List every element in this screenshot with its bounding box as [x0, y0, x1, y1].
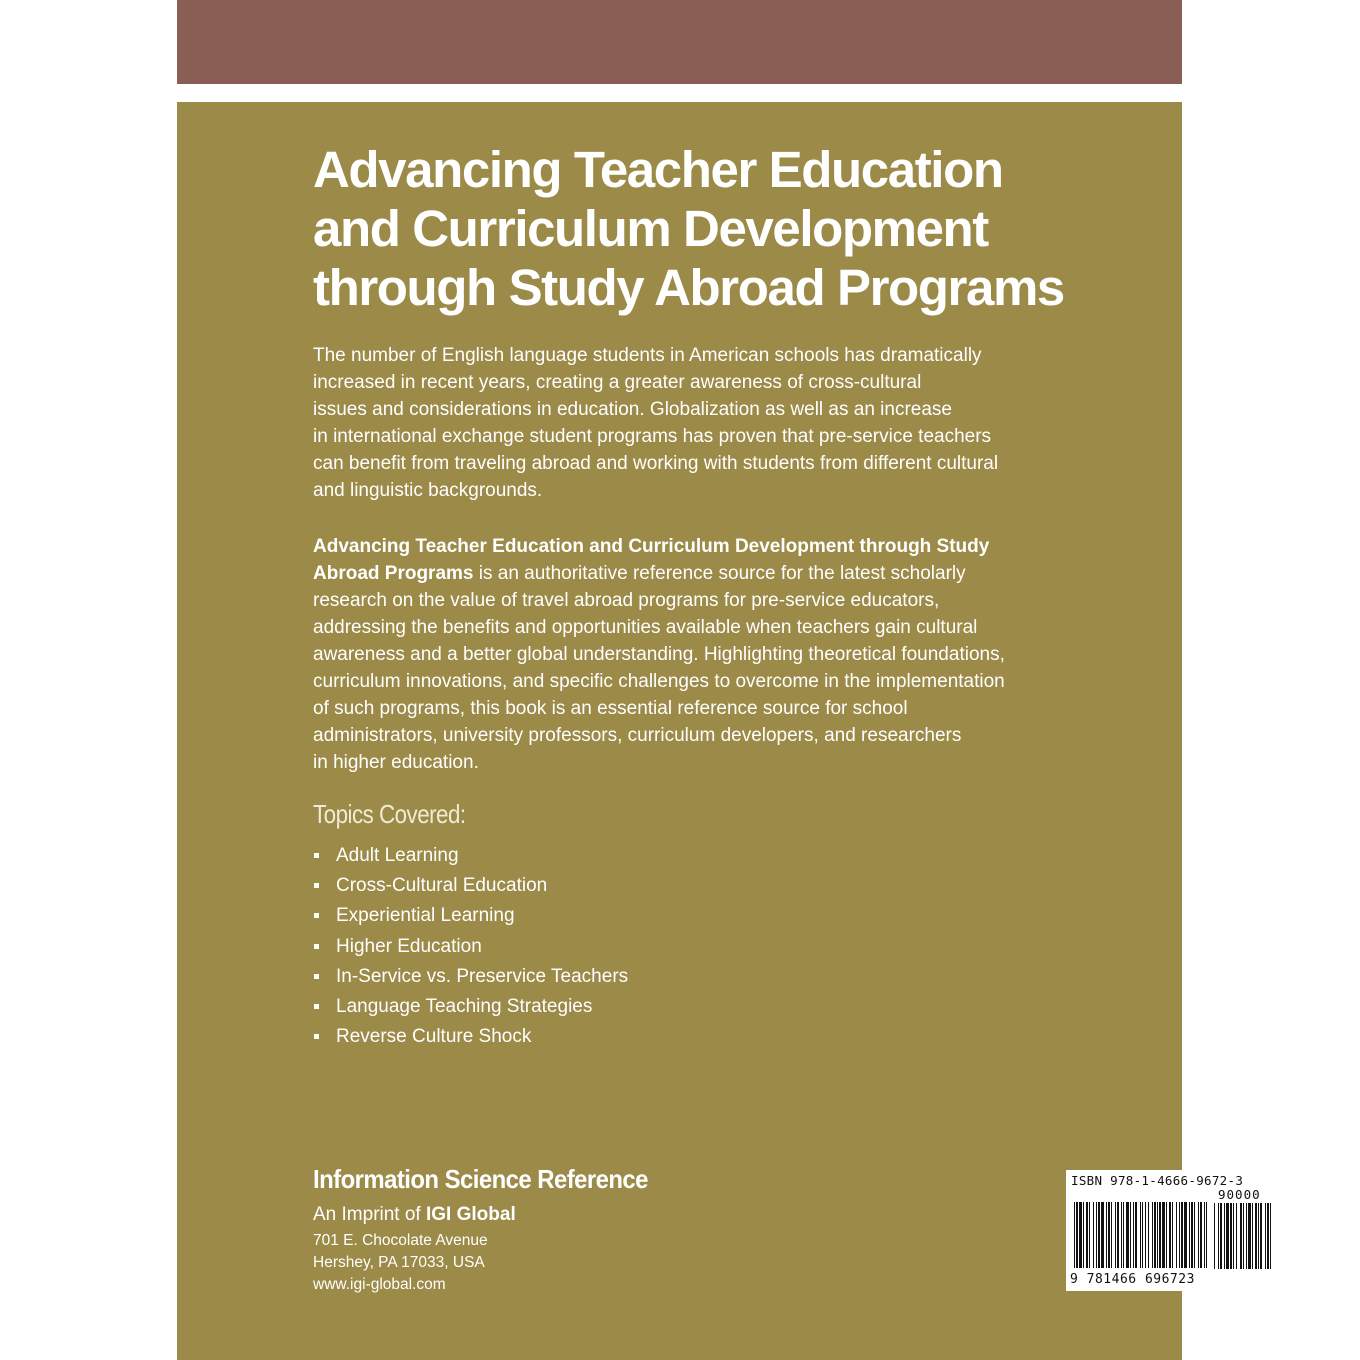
- barcode-bar: [1098, 1202, 1100, 1268]
- description-paragraph-1: [313, 342, 1053, 504]
- isbn-label: ISBN 978-1-4666-9672-3: [1071, 1173, 1244, 1188]
- topic-label: Higher Education: [336, 935, 482, 957]
- barcode-bar: [1152, 1202, 1153, 1268]
- barcode-bar: [1130, 1202, 1131, 1268]
- topic-label: Language Teaching Strategies: [336, 995, 593, 1017]
- addon-bar: [1255, 1203, 1257, 1269]
- book-title-line: Advancing Teacher Education: [313, 141, 1003, 198]
- publisher-website: www.igi-global.com: [313, 1276, 446, 1293]
- barcode-bar: [1123, 1202, 1124, 1268]
- topic-item: [313, 1023, 628, 1053]
- bullet-icon: [314, 974, 319, 979]
- barcode-bar: [1126, 1202, 1129, 1268]
- barcode-bar: [1096, 1202, 1097, 1268]
- barcode-bar: [1198, 1202, 1199, 1268]
- description-line: The number of English language students in American schools has dramatically: [313, 345, 982, 366]
- barcode-bar: [1189, 1202, 1190, 1268]
- description-line: increased in recent years, creating a greater awareness of cross-cultural: [313, 372, 922, 393]
- barcode-bar: [1111, 1202, 1112, 1268]
- book-title-inline: Advancing Teacher Education and Curriculum Development through Study: [313, 536, 990, 557]
- addon-bar: [1224, 1203, 1225, 1269]
- topic-label: Experiential Learning: [336, 905, 515, 927]
- barcode-bar: [1194, 1202, 1195, 1268]
- addon-bar: [1230, 1203, 1232, 1269]
- barcode-bar: [1159, 1202, 1161, 1268]
- book-title: [313, 140, 1064, 317]
- bullet-icon: [314, 913, 319, 918]
- isbn-barcode: [1066, 1170, 1278, 1291]
- barcode-bar: [1115, 1202, 1116, 1268]
- barcode-bar: [1106, 1202, 1107, 1268]
- description-line: and linguistic backgrounds.: [313, 480, 543, 501]
- description-line: research on the value of travel abroad programs for pre-service educators,: [313, 590, 940, 611]
- barcode-bar: [1166, 1202, 1167, 1268]
- addon-bar: [1240, 1203, 1242, 1269]
- barcode-bar: [1076, 1202, 1078, 1268]
- barcode-bar: [1083, 1202, 1084, 1268]
- address-city: Hershey, PA 17033, USA: [313, 1254, 485, 1271]
- topic-item: [313, 933, 628, 963]
- description-line: in international exchange student programs has proven that pre-service teachers: [313, 426, 992, 447]
- barcode-bar: [1079, 1202, 1082, 1268]
- barcode-bar: [1121, 1202, 1122, 1268]
- barcode-bar: [1154, 1202, 1156, 1268]
- barcode-bar: [1108, 1202, 1110, 1268]
- addon-bar: [1258, 1203, 1259, 1269]
- barcode-bar: [1179, 1202, 1180, 1268]
- book-title-line: and Curriculum Development: [313, 200, 988, 257]
- barcode-bar: [1162, 1202, 1165, 1268]
- topic-label: In-Service vs. Preservice Teachers: [336, 965, 629, 987]
- barcode-bar: [1074, 1202, 1075, 1268]
- addon-bar: [1265, 1203, 1266, 1269]
- topics-list: [313, 842, 628, 1053]
- address-street: 701 E. Chocolate Avenue: [313, 1232, 488, 1249]
- description-text: is an authoritative reference source for the latest scholarly: [473, 563, 966, 584]
- description-line: in higher education.: [313, 752, 479, 773]
- barcode-bar: [1206, 1202, 1207, 1268]
- barcode-bar: [1204, 1202, 1205, 1268]
- imprint-name: IGI Global: [426, 1204, 516, 1225]
- addon-bar: [1243, 1203, 1244, 1269]
- barcode-bar: [1169, 1202, 1171, 1268]
- price-addon: 90000: [1218, 1187, 1261, 1202]
- topic-item: [313, 902, 628, 932]
- barcode-bar: [1148, 1202, 1149, 1268]
- topic-item: [313, 993, 628, 1023]
- description-line: can benefit from traveling abroad and working with students from different cultural: [313, 453, 999, 474]
- imprint-prefix: An Imprint of: [313, 1204, 426, 1225]
- barcode-bar: [1176, 1202, 1177, 1268]
- topic-item: [313, 842, 628, 872]
- barcode-bar: [1089, 1202, 1090, 1268]
- barcode-bar: [1133, 1202, 1134, 1268]
- addon-bar: [1252, 1203, 1253, 1269]
- addon-bar: [1233, 1203, 1234, 1269]
- description-line: awareness and a better global understanding. Highlighting theoretical foundations,: [313, 644, 1005, 665]
- description-line: curriculum innovations, and specific challenges to overcome in the implementation: [313, 671, 1005, 692]
- description-line: issues and considerations in education. Globalization as well as an increase: [313, 399, 952, 420]
- description-line: addressing the benefits and opportunities available when teachers gain cultural: [313, 617, 978, 638]
- publisher-name: Information Science Reference: [313, 1164, 648, 1194]
- topic-item: [313, 872, 628, 902]
- barcode-bar: [1135, 1202, 1137, 1268]
- description-line: of such programs, this book is an essential reference source for school: [313, 698, 908, 719]
- bullet-icon: [314, 1004, 319, 1009]
- addon-bar: [1267, 1203, 1269, 1269]
- top-color-band: [177, 0, 1182, 84]
- barcode-bar: [1086, 1202, 1088, 1268]
- barcode-bar: [1117, 1202, 1119, 1268]
- barcode-bar: [1093, 1202, 1094, 1268]
- barcode-bar: [1191, 1202, 1193, 1268]
- addon-bar: [1214, 1203, 1215, 1269]
- topic-label: Cross-Cultural Education: [336, 875, 548, 897]
- back-cover: [177, 102, 1261, 1360]
- barcode-digits: 9 781466 696723: [1070, 1272, 1195, 1287]
- barcode-bar: [1140, 1202, 1141, 1268]
- book-title-line: through Study Abroad Programs: [313, 259, 1064, 316]
- barcode-bar: [1145, 1202, 1146, 1268]
- addon-bar: [1220, 1203, 1222, 1269]
- barcode-bar: [1157, 1202, 1158, 1268]
- barcode-bar: [1142, 1202, 1143, 1268]
- topic-label: Adult Learning: [336, 845, 459, 866]
- bullet-icon: [314, 1034, 319, 1039]
- description-paragraph-2: [313, 533, 1053, 776]
- description-line: administrators, university professors, curriculum developers, and researchers: [313, 725, 962, 746]
- barcode-bar: [1184, 1202, 1187, 1268]
- topic-item: [313, 963, 628, 993]
- addon-bar: [1226, 1203, 1229, 1269]
- addon-bar: [1270, 1203, 1271, 1269]
- topics-heading: Topics Covered:: [313, 799, 466, 829]
- barcode-bar: [1172, 1202, 1173, 1268]
- bullet-icon: [314, 853, 319, 858]
- book-title-inline: Abroad Programs: [313, 563, 474, 584]
- description-line: [313, 560, 1053, 587]
- topic-label: Reverse Culture Shock: [336, 1026, 532, 1048]
- imprint-line: [313, 1204, 516, 1226]
- bullet-icon: [314, 883, 319, 888]
- barcode-bar: [1200, 1202, 1202, 1268]
- addon-bar: [1218, 1203, 1219, 1269]
- addon-bar: [1246, 1203, 1247, 1269]
- addon-bar: [1236, 1203, 1237, 1269]
- barcode-bar: [1181, 1202, 1183, 1268]
- addon-bar: [1260, 1203, 1262, 1269]
- barcode-bar: [1101, 1202, 1104, 1268]
- addon-bar: [1248, 1203, 1251, 1269]
- bullet-icon: [314, 944, 319, 949]
